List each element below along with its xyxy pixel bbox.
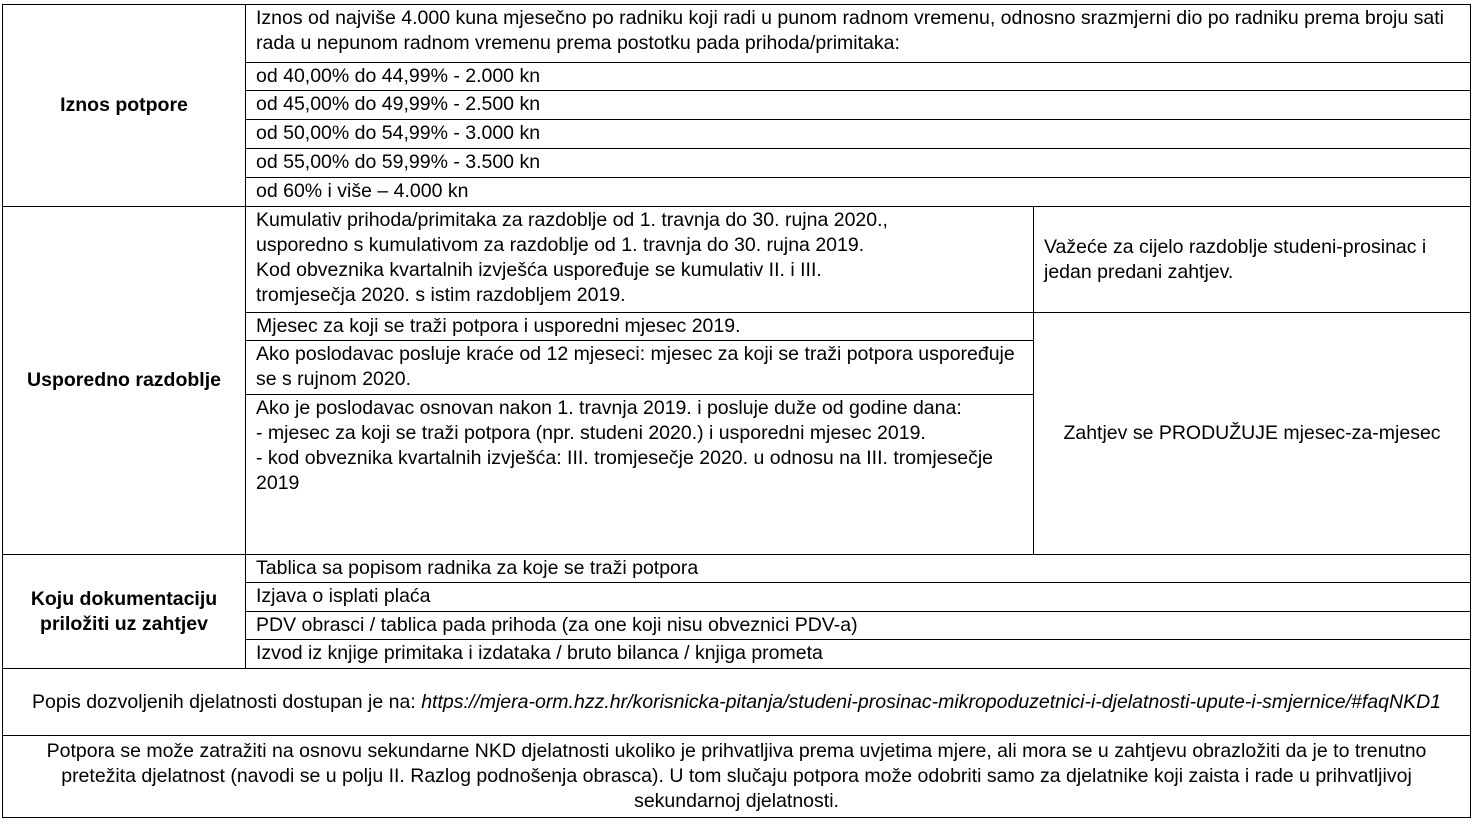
- mjesec-text: Mjesec za koji se traži potpora i usporedni mjesec 2019.: [246, 313, 1034, 341]
- iznos-intro: Iznos od najviše 4.000 kuna mjesečno po radniku koji radi u punom radnom vremenu, odnosno srazmjerni dio po radniku prema broju sati rada u nepunom radnom vremenu prema postotku pada prihoda/primitaka:: [246, 5, 1471, 63]
- razdoblje-label: Usporedno razdoblje: [3, 207, 246, 555]
- dokumentacija-label: Koju dokumentaciju priložiti uz zahtjev: [3, 555, 246, 669]
- osnovan-line: - kod obveznika kvartalnih izvješća: III. tromjesečje 2020. u odnosu na III. tromjesečje 2019: [256, 447, 994, 494]
- tier-item: od 55,00% do 59,99% - 3.500 kn: [246, 149, 1471, 178]
- tier-item: od 45,00% do 49,99% - 2.500 kn: [246, 91, 1471, 120]
- popis-url-link[interactable]: https://mjera-orm.hzz.hr/korisnicka-pitanja/studeni-prosinac-mikropoduzetnici-i-djelatnosti-upute-i-smjernice/#faqNKD1: [421, 690, 1442, 713]
- doc-item: Izjava o isplati plaća: [246, 583, 1471, 612]
- produzuje-note: Zahtjev se PRODUŽUJE mjesec-za-mjesec: [1034, 313, 1471, 555]
- tier-item: od 60% i više – 4.000 kn: [246, 178, 1471, 207]
- doc-row: [3, 555, 1471, 583]
- kumulativ-line: tromjesečja 2020. s istim razdobljem 2019.: [256, 284, 626, 306]
- popis-row: [3, 669, 1471, 736]
- napomena-text: Potpora se može zatražiti na osnovu sekundarne NKD djelatnosti ukoliko je prihvatljiva prema uvjetima mjere, ali mora se u zahtjevu obrazložiti da je to trenutno pretežita djelatnost (navodi se u polju II. Razlog podnošenja obrasca). U tom slučaju potpora može odobriti samo za djelatnike koji zaista i rade u prihvatljivoj sekundarnoj djelatnosti.: [3, 736, 1471, 818]
- doc-item: PDV obrasci / tablica pada prihoda (za one koji nisu obveznici PDV-a): [246, 612, 1471, 640]
- kumulativ-line: Kod obveznika kvartalnih izvješća uspoređuje se kumulativ II. i III.: [256, 259, 822, 281]
- kumulativ-note: Važeće za cijelo razdoblje studeni-prosinac i jedan predani zahtjev.: [1034, 207, 1471, 313]
- krace-text: Ako poslodavac posluje kraće od 12 mjeseci: mjesec za koji se traži potpora uspoređuje se s rujnom 2020.: [246, 341, 1034, 395]
- iznos-intro-row: [3, 5, 1471, 63]
- kumulativ-row: [3, 207, 1471, 313]
- tier-item: od 40,00% do 44,99% - 2.000 kn: [246, 63, 1471, 91]
- iznos-label: Iznos potpore: [3, 5, 246, 207]
- support-conditions-table: [2, 4, 1471, 818]
- doc-item: Tablica sa popisom radnika za koje se traži potpora: [246, 555, 1471, 583]
- tier-item: od 50,00% do 54,99% - 3.000 kn: [246, 120, 1471, 149]
- popis-cell: [3, 669, 1471, 736]
- kumulativ-text: [246, 207, 1034, 313]
- popis-prefix: Popis dozvoljenih djelatnosti dostupan je na:: [32, 690, 422, 713]
- napomena-row: [3, 736, 1471, 818]
- kumulativ-line: Kumulativ prihoda/primitaka za razdoblje od 1. travnja do 30. rujna 2020.,: [256, 209, 888, 231]
- osnovan-line: Ako je poslodavac osnovan nakon 1. travnja 2019. i posluje duže od godine dana:: [256, 397, 962, 419]
- doc-item: Izvod iz knjige primitaka i izdataka / bruto bilanca / knjiga prometa: [246, 640, 1471, 669]
- osnovan-line: - mjesec za koji se traži potpora (npr. studeni 2020.) i usporedni mjesec 2019.: [256, 422, 926, 444]
- kumulativ-line: usporedno s kumulativom za razdoblje od 1. travnja do 30. rujna 2019.: [256, 234, 865, 256]
- osnovan-text: [246, 395, 1034, 555]
